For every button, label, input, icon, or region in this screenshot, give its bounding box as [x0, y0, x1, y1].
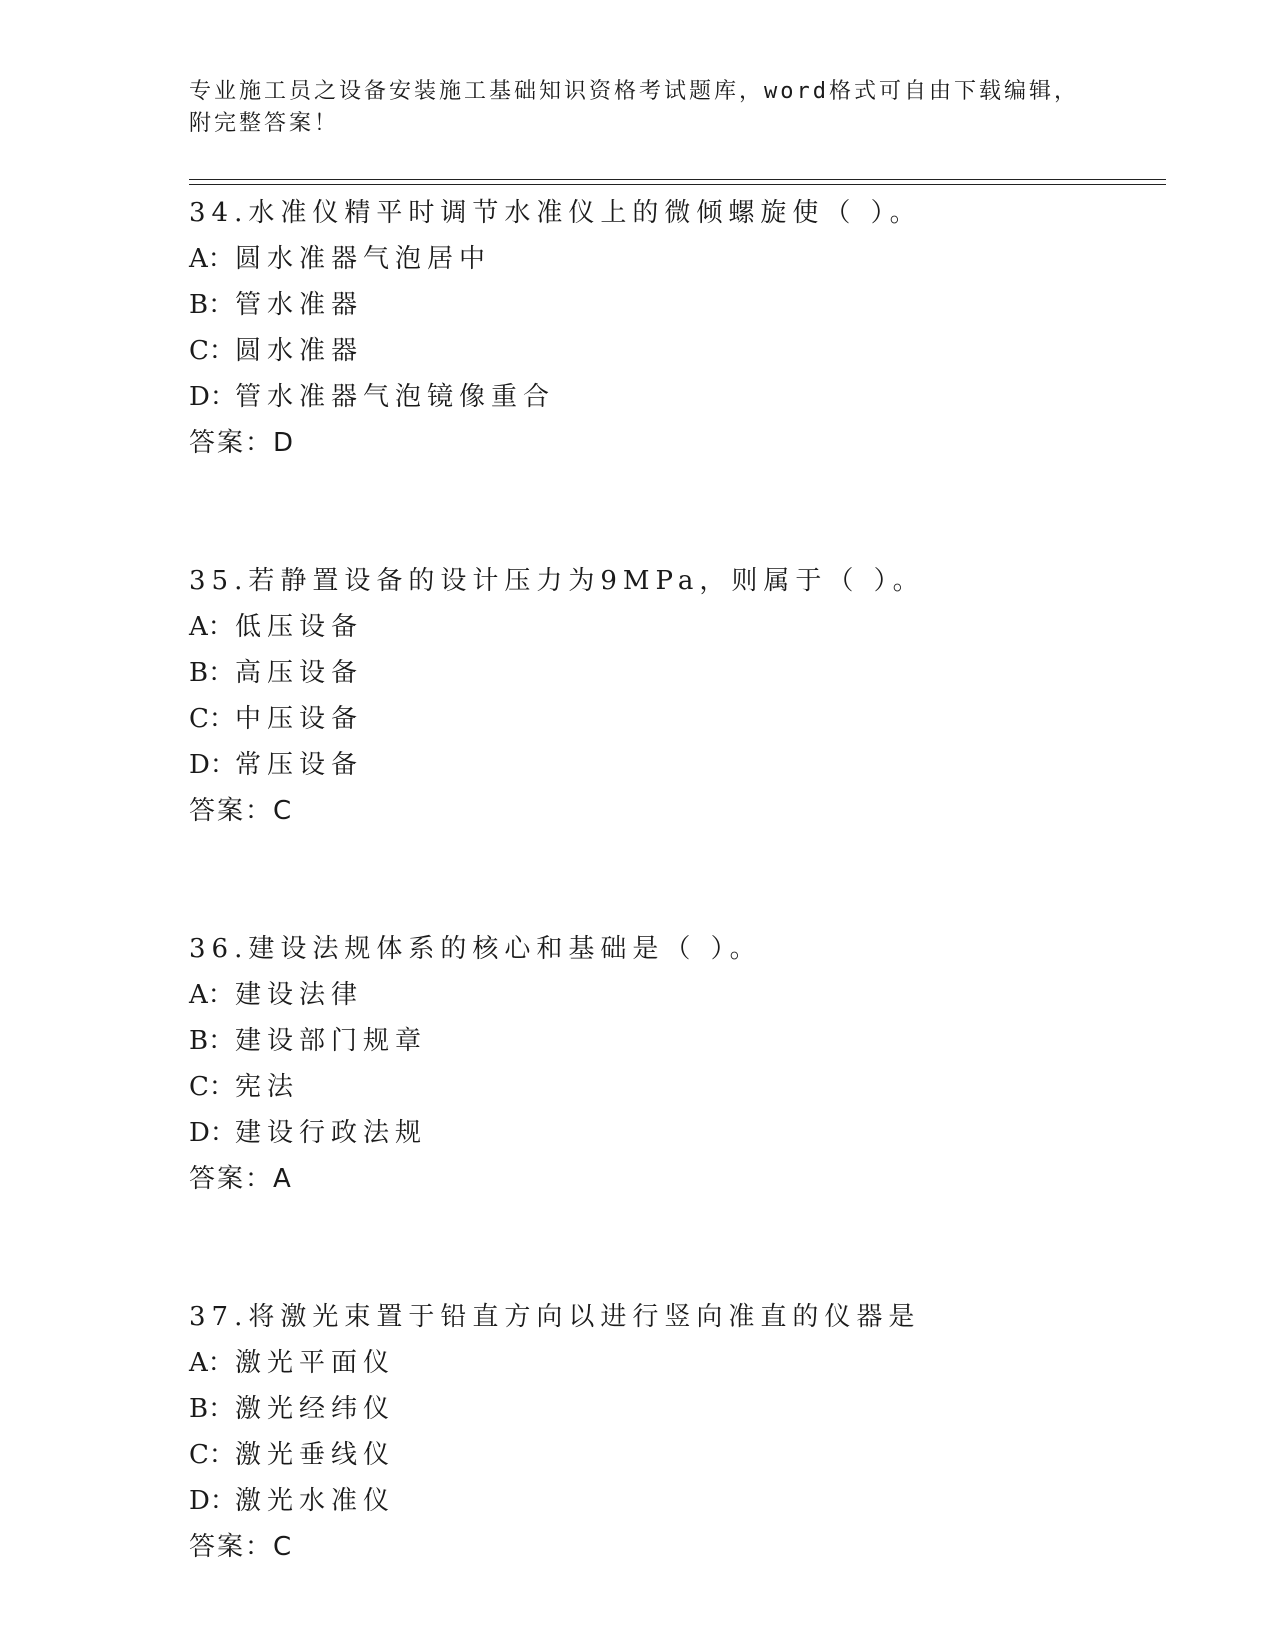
header-line-2: 附完整答案！ — [189, 111, 340, 136]
option-letter: D： — [189, 1118, 236, 1148]
document-header — [189, 76, 1089, 140]
option-b — [189, 1018, 1169, 1064]
option-text: 常压设备 — [235, 750, 364, 780]
option-c — [189, 1064, 1169, 1110]
option-a — [189, 604, 1169, 650]
option-letter: C： — [189, 1440, 235, 1470]
question-35 — [189, 558, 1169, 834]
option-a — [189, 1340, 1169, 1386]
option-text: 建设部门规章 — [235, 1026, 428, 1056]
answer-line: 答案：C — [189, 1532, 294, 1562]
option-letter: C： — [189, 336, 235, 366]
option-text: 激光平面仪 — [235, 1348, 396, 1378]
question-stem: 37.将激光束置于铅直方向以进行竖向准直的仪器是 — [189, 1302, 921, 1332]
option-letter: D： — [189, 750, 236, 780]
question-list — [189, 190, 1169, 1570]
question-spacer — [189, 1202, 1169, 1294]
option-letter: A： — [189, 612, 234, 642]
question-36 — [189, 926, 1169, 1202]
answer-line: 答案：A — [189, 1164, 293, 1194]
option-a — [189, 972, 1169, 1018]
option-letter: C： — [189, 1072, 235, 1102]
option-text: 管水准器 — [235, 290, 364, 320]
option-d — [189, 1478, 1169, 1524]
option-d — [189, 742, 1169, 788]
answer-line: 答案：C — [189, 796, 294, 826]
option-letter: A： — [189, 980, 234, 1010]
option-b — [189, 1386, 1169, 1432]
option-text: 建设法律 — [235, 980, 364, 1010]
header-divider-bottom — [189, 184, 1166, 185]
option-letter: A： — [189, 244, 234, 274]
option-text: 管水准器气泡镜像重合 — [235, 382, 556, 412]
option-letter: B： — [189, 1394, 235, 1424]
question-stem: 35.若静置设备的设计压力为9MPa，则属于（ ）。 — [189, 566, 925, 596]
option-text: 圆水准器 — [235, 336, 364, 366]
option-text: 中压设备 — [235, 704, 364, 734]
option-letter: B： — [189, 658, 235, 688]
question-37 — [189, 1294, 1169, 1570]
option-letter: D： — [189, 1486, 236, 1516]
question-stem: 36.建设法规体系的核心和基础是（ ）。 — [189, 934, 762, 964]
option-c — [189, 1432, 1169, 1478]
option-letter: D： — [189, 382, 236, 412]
question-spacer — [189, 466, 1169, 558]
option-c — [189, 328, 1169, 374]
option-text: 圆水准器气泡居中 — [235, 244, 492, 274]
answer-line: 答案：D — [189, 428, 296, 458]
option-b — [189, 282, 1169, 328]
option-text: 激光经纬仪 — [235, 1394, 396, 1424]
question-34 — [189, 190, 1169, 466]
option-text: 激光垂线仪 — [235, 1440, 396, 1470]
question-stem: 34.水准仪精平时调节水准仪上的微倾螺旋使（ ）。 — [189, 198, 922, 228]
option-d — [189, 1110, 1169, 1156]
question-spacer — [189, 834, 1169, 926]
option-a — [189, 236, 1169, 282]
option-text: 宪法 — [235, 1072, 300, 1102]
option-text: 激光水准仪 — [235, 1486, 396, 1516]
option-d — [189, 374, 1169, 420]
option-b — [189, 650, 1169, 696]
option-c — [189, 696, 1169, 742]
option-letter: A： — [189, 1348, 234, 1378]
option-letter: B： — [189, 1026, 235, 1056]
option-letter: B： — [189, 290, 235, 320]
option-letter: C： — [189, 704, 235, 734]
header-divider-top — [189, 179, 1166, 180]
option-text: 建设行政法规 — [235, 1118, 428, 1148]
option-text: 低压设备 — [235, 612, 364, 642]
option-text: 高压设备 — [235, 658, 364, 688]
header-line-1: 专业施工员之设备安装施工基础知识资格考试题库，word格式可自由下载编辑， — [189, 79, 1079, 104]
